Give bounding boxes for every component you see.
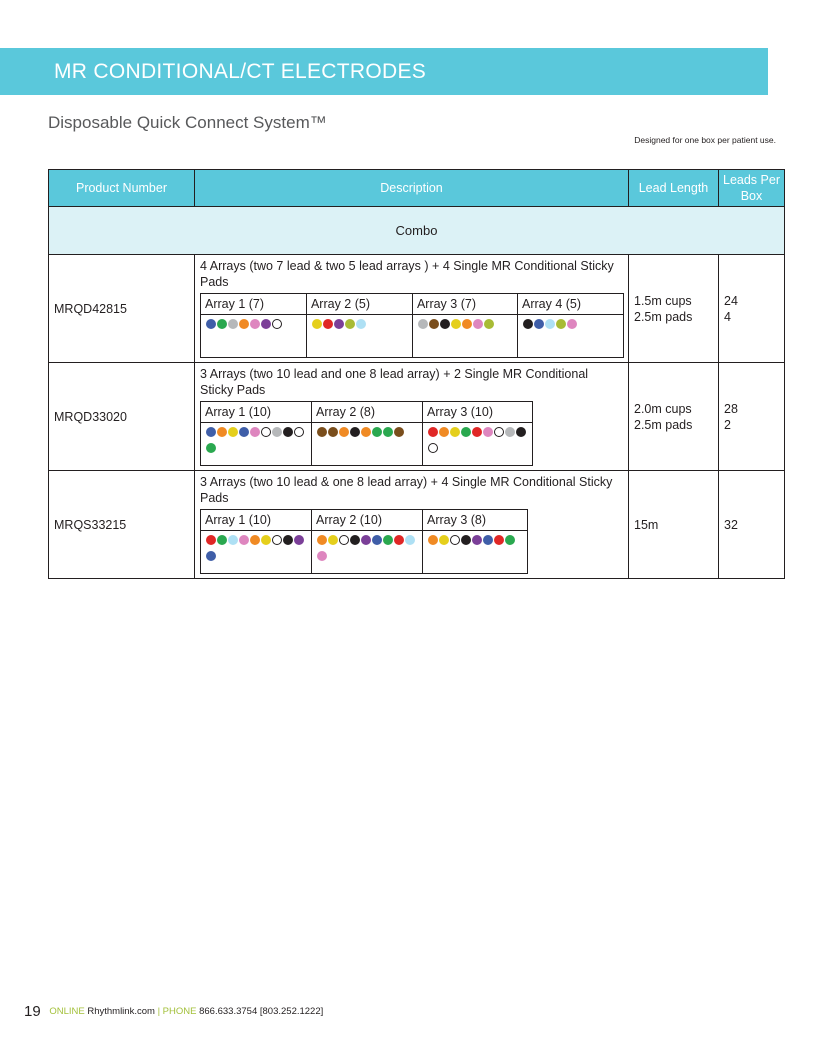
lead-dot-pink bbox=[567, 319, 577, 329]
lead-dot-pink bbox=[473, 319, 483, 329]
lead-dot-white bbox=[272, 535, 282, 545]
lead-dot-brown bbox=[394, 427, 404, 437]
lead-dot-blue bbox=[534, 319, 544, 329]
lead-dot-pink bbox=[317, 551, 327, 561]
lead-dot-green bbox=[372, 427, 382, 437]
array-dots bbox=[312, 531, 423, 574]
page-number: 19 bbox=[24, 1003, 41, 1020]
lead-dot-red bbox=[428, 427, 438, 437]
array-dots bbox=[412, 315, 517, 358]
lead-dot-orange bbox=[217, 427, 227, 437]
lead-dot-black bbox=[350, 535, 360, 545]
lead-dot-white bbox=[494, 427, 504, 437]
array-label: Array 3 (8) bbox=[423, 510, 528, 531]
lead-dot-green bbox=[383, 427, 393, 437]
lead-length-line: 2.5m pads bbox=[634, 417, 693, 432]
array-label: Array 2 (5) bbox=[306, 294, 412, 315]
lead-dot-green bbox=[505, 535, 515, 545]
array-table-container bbox=[200, 509, 624, 574]
lead-dot-orange bbox=[250, 535, 260, 545]
lead-length-line: 2.0m cups bbox=[634, 401, 692, 416]
lead-dot-yellow bbox=[451, 319, 461, 329]
description-text: 3 Arrays (two 10 lead & one 8 lead array) + 4 Single MR Conditional Sticky Pads bbox=[200, 475, 613, 505]
lead-dot-white bbox=[272, 319, 282, 329]
array-label: Array 2 (10) bbox=[312, 510, 423, 531]
lead-dot-lime bbox=[556, 319, 566, 329]
lead-dot-blue bbox=[206, 427, 216, 437]
leads-per-box bbox=[719, 471, 785, 579]
product-number: MRQS33215 bbox=[49, 471, 195, 579]
array-label: Array 1 (10) bbox=[201, 510, 312, 531]
lead-dot-lime bbox=[484, 319, 494, 329]
lead-dot-orange bbox=[462, 319, 472, 329]
array-table-container bbox=[200, 293, 624, 358]
lead-dot-brown bbox=[328, 427, 338, 437]
lead-length bbox=[629, 363, 719, 471]
leads-per-box-line: 4 bbox=[724, 309, 731, 324]
lead-dot-orange bbox=[339, 427, 349, 437]
array-dots bbox=[201, 423, 312, 466]
lead-dot-red bbox=[472, 427, 482, 437]
array-table bbox=[200, 401, 533, 466]
phone-label: PHONE bbox=[162, 1006, 197, 1017]
website-link[interactable]: Rhythmlink.com bbox=[87, 1006, 155, 1017]
lead-dot-blue bbox=[239, 427, 249, 437]
lead-dot-brown bbox=[317, 427, 327, 437]
lead-dot-green bbox=[383, 535, 393, 545]
array-table-container bbox=[200, 401, 624, 466]
alt-phone-number[interactable]: [803.252.1222] bbox=[259, 1006, 324, 1017]
lead-dot-yellow bbox=[450, 427, 460, 437]
table-row bbox=[49, 255, 785, 363]
lead-dot-white bbox=[294, 427, 304, 437]
lead-dot-green bbox=[217, 319, 227, 329]
lead-dot-blue bbox=[206, 551, 216, 561]
lead-dot-pink bbox=[250, 319, 260, 329]
lead-dot-green bbox=[461, 427, 471, 437]
lead-dot-black bbox=[440, 319, 450, 329]
lead-dot-black bbox=[350, 427, 360, 437]
lead-length bbox=[629, 255, 719, 363]
array-label: Array 1 (7) bbox=[201, 294, 307, 315]
lead-length bbox=[629, 471, 719, 579]
lead-dot-lime bbox=[345, 319, 355, 329]
lead-dot-yellow bbox=[328, 535, 338, 545]
lead-dot-red bbox=[394, 535, 404, 545]
lead-dot-yellow bbox=[312, 319, 322, 329]
array-table bbox=[200, 509, 528, 574]
leads-per-box-line: 2 bbox=[724, 417, 731, 432]
product-table bbox=[48, 169, 785, 579]
array-dots bbox=[312, 423, 423, 466]
usage-note: Designed for one box per patient use. bbox=[634, 135, 776, 145]
lead-dot-pink bbox=[239, 535, 249, 545]
array-dots bbox=[423, 423, 533, 466]
description-text: 3 Arrays (two 10 lead and one 8 lead array) + 2 Single MR Conditional Sticky Pads bbox=[200, 367, 589, 397]
section-banner bbox=[0, 48, 768, 95]
lead-dot-brown bbox=[429, 319, 439, 329]
table-row bbox=[49, 471, 785, 579]
array-label: Array 2 (8) bbox=[312, 402, 423, 423]
lead-dot-purple bbox=[472, 535, 482, 545]
lead-dot-blue bbox=[372, 535, 382, 545]
lead-dot-orange bbox=[439, 427, 449, 437]
column-header-lead-length: Lead Length bbox=[629, 170, 719, 207]
leads-per-box-line: 32 bbox=[724, 517, 738, 532]
lead-dot-gray bbox=[418, 319, 428, 329]
leads-per-box bbox=[719, 363, 785, 471]
array-dots bbox=[201, 531, 312, 574]
lead-dot-white bbox=[428, 443, 438, 453]
lead-length-line: 1.5m cups bbox=[634, 293, 692, 308]
lead-dot-yellow bbox=[439, 535, 449, 545]
product-number: MRQD33020 bbox=[49, 363, 195, 471]
lead-dot-black bbox=[523, 319, 533, 329]
lead-dot-blue bbox=[206, 319, 216, 329]
array-table bbox=[200, 293, 624, 358]
lead-dot-orange bbox=[361, 427, 371, 437]
array-dots bbox=[306, 315, 412, 358]
lead-dot-yellow bbox=[228, 427, 238, 437]
lead-dot-black bbox=[461, 535, 471, 545]
lead-dot-red bbox=[323, 319, 333, 329]
product-description bbox=[195, 471, 629, 579]
lead-dot-green bbox=[217, 535, 227, 545]
group-label: Combo bbox=[49, 207, 785, 255]
leads-per-box-line: 28 bbox=[724, 401, 738, 416]
product-subtitle: Disposable Quick Connect System™ bbox=[48, 113, 327, 132]
product-description bbox=[195, 363, 629, 471]
lead-dot-purple bbox=[261, 319, 271, 329]
footer-separator: | bbox=[157, 1006, 161, 1017]
lead-dot-white bbox=[261, 427, 271, 437]
leads-per-box bbox=[719, 255, 785, 363]
lead-dot-green bbox=[206, 443, 216, 453]
lead-dot-yellow bbox=[261, 535, 271, 545]
lead-dot-black bbox=[283, 535, 293, 545]
array-dots bbox=[201, 315, 307, 358]
lead-dot-pink bbox=[483, 427, 493, 437]
array-label: Array 1 (10) bbox=[201, 402, 312, 423]
column-header-leads-per-box: Leads Per Box bbox=[719, 170, 785, 207]
lead-dot-purple bbox=[361, 535, 371, 545]
array-label: Array 3 (10) bbox=[423, 402, 533, 423]
array-label: Array 3 (7) bbox=[412, 294, 517, 315]
lead-dot-purple bbox=[294, 535, 304, 545]
lead-dot-gray bbox=[228, 319, 238, 329]
lead-length-line: 2.5m pads bbox=[634, 309, 693, 324]
lead-length-line: 15m bbox=[634, 517, 659, 532]
product-number: MRQD42815 bbox=[49, 255, 195, 363]
lead-dot-lightblue bbox=[545, 319, 555, 329]
column-header-product: Product Number bbox=[49, 170, 195, 207]
array-dots bbox=[423, 531, 528, 574]
lead-dot-orange bbox=[428, 535, 438, 545]
lead-dot-blue bbox=[483, 535, 493, 545]
lead-dot-lightblue bbox=[405, 535, 415, 545]
description-text: 4 Arrays (two 7 lead & two 5 lead arrays ) + 4 Single MR Conditional Sticky Pads bbox=[200, 259, 614, 289]
product-description bbox=[195, 255, 629, 363]
lead-dot-black bbox=[516, 427, 526, 437]
lead-dot-pink bbox=[250, 427, 260, 437]
lead-dot-white bbox=[339, 535, 349, 545]
online-label: ONLINE bbox=[49, 1006, 85, 1017]
array-label: Array 4 (5) bbox=[517, 294, 623, 315]
lead-dot-black bbox=[283, 427, 293, 437]
column-header-description: Description bbox=[195, 170, 629, 207]
lead-dot-lightblue bbox=[228, 535, 238, 545]
page-footer bbox=[24, 1003, 323, 1020]
table-row bbox=[49, 363, 785, 471]
table-header-row bbox=[49, 170, 785, 207]
lead-dot-gray bbox=[505, 427, 515, 437]
leads-per-box-line: 24 bbox=[724, 293, 738, 308]
lead-dot-orange bbox=[239, 319, 249, 329]
lead-dot-orange bbox=[317, 535, 327, 545]
lead-dot-gray bbox=[272, 427, 282, 437]
phone-number[interactable]: 866.633.3754 bbox=[199, 1006, 258, 1017]
lead-dot-red bbox=[206, 535, 216, 545]
array-dots bbox=[517, 315, 623, 358]
lead-dot-purple bbox=[334, 319, 344, 329]
group-row bbox=[49, 207, 785, 255]
lead-dot-white bbox=[450, 535, 460, 545]
section-title: MR CONDITIONAL/CT ELECTRODES bbox=[54, 60, 427, 83]
lead-dot-red bbox=[494, 535, 504, 545]
lead-dot-lightblue bbox=[356, 319, 366, 329]
